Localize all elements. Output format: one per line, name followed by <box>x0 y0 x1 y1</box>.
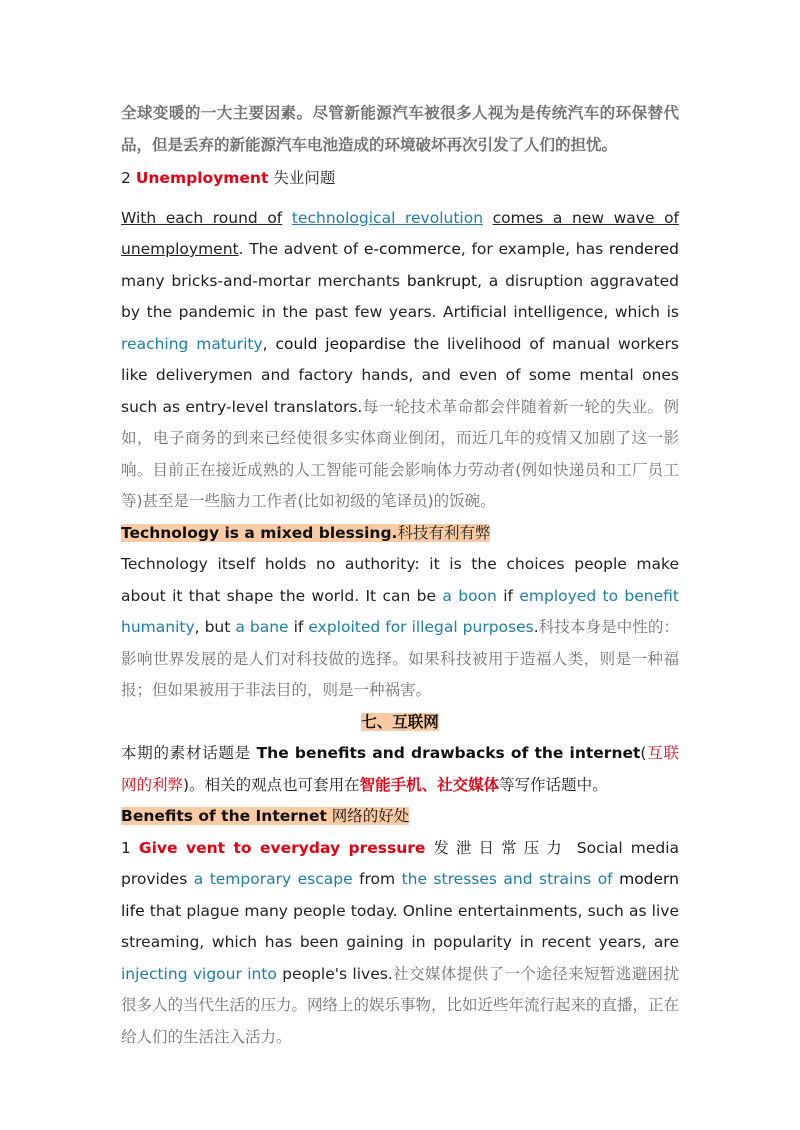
u-text-o: the livelihood of manual workers like deliverymen and factory hands, and even of some mental ones such as entry-level translators. <box>121 334 679 416</box>
m-text-d: employed to benefit humanity <box>121 586 679 636</box>
b-text-d: the stresses and strains of <box>401 870 613 888</box>
benefit-item-1 <box>121 833 679 1054</box>
t-text-e: )。相关的观点也可套用在 <box>183 775 360 794</box>
b-text-b: a temporary escape <box>193 870 353 888</box>
t-text-d: 互联网的利弊 <box>121 744 679 794</box>
unemployment-title-zh: 失业问题 <box>273 169 336 187</box>
u-text-j: , a disruption <box>477 271 584 290</box>
document-content <box>121 98 679 1053</box>
t-text-f: 智能手机、社交媒体 <box>359 775 500 794</box>
t-text-a: 本期的素材话题是 <box>121 744 251 762</box>
intro-text: 全球变暖的一大主要因素。尽管新能源汽车被很多人视为是传统汽车的环保替代品，但是丢弃的新能源汽车电池造成的环境破坏再次引发了人们的担忧。 <box>121 104 679 154</box>
t-text-b: The benefits and drawbacks of the internet <box>256 744 641 762</box>
b-text-g: injecting vigour into <box>121 964 277 983</box>
m-text-e: , but <box>194 618 231 636</box>
intro-paragraph <box>121 98 679 161</box>
b-num: 1 <box>121 838 131 857</box>
benefits-heading <box>121 801 679 833</box>
b-text-e: modern life <box>121 870 679 920</box>
section7-title: 七、互联网 <box>361 712 439 731</box>
u-text-d: . The advent of <box>238 240 359 258</box>
unemployment-number: 2 <box>121 169 131 187</box>
u-text-zh: 每一轮技术革命都会伴随着新一轮的失业。例如，电子商务的到来已经使很多实体商业倒闭，而近几年的疫情又加剧了这一影响。目前正在接近成熟的人工智能可能会影响体力劳动者(例如快递员和工厂员工等)甚至是一些脑力工作者(比如初级的笔译员)的饭碗。 <box>121 397 679 510</box>
mixed-blessing-paragraph <box>121 549 679 707</box>
t-text-c: ( <box>640 744 647 762</box>
mixed-heading-en: Technology is a mixed blessing. <box>121 523 398 542</box>
m-text-c: if <box>503 586 513 605</box>
u-text-k: aggravated by the pandemic in the past few years. Artificial intelligence, which is <box>121 271 679 321</box>
m-text-zh: 科技本身是中性的：影响世界发展的是人们对科技做的选择。如果科技被用于造福人类，则是一种福报；但如果被用于非法目的，则是一种祸害。 <box>121 618 679 699</box>
u-text-g: rendered <box>608 240 680 258</box>
u-text-a: With each round of <box>121 208 283 227</box>
unemployment-paragraph <box>121 203 679 518</box>
u-text-h: many bricks-and-mortar merchants <box>121 271 401 290</box>
mixed-heading-zh: 科技有利有弊 <box>397 523 491 542</box>
b-text-a: Social media provides <box>121 838 680 888</box>
m-text-i: . <box>533 618 539 636</box>
benefits-heading-en: Benefits of the Internet <box>121 807 327 825</box>
b-title-en: Give vent to everyday pressure <box>138 838 426 857</box>
benefits-heading-zh: 网络的好处 <box>331 807 410 825</box>
u-text-m: , <box>262 334 268 353</box>
mixed-blessing-highlight <box>121 524 490 542</box>
m-text-a: Technology itself holds no authority: it is the choices people make about it that shape the world. It can be <box>121 555 679 605</box>
u-text-n: could jeopardise <box>275 334 406 353</box>
u-text-c: comes a new wave of unemployment <box>121 208 680 258</box>
b-title-zh: 发泄日常压力 <box>433 838 569 857</box>
m-text-g: if <box>293 618 304 636</box>
b-text-c: from <box>359 870 396 888</box>
b-text-zh: 社交媒体提供了一个途径来短暂逃避困扰很多人的当代生活的压力。网络上的娱乐事物，比如近些年流行起来的直播，正在给人们的生活注入活力。 <box>121 964 680 1046</box>
m-text-f: a bane <box>235 618 289 636</box>
unemployment-title-en: Unemployment <box>135 169 269 187</box>
section7-heading <box>121 707 679 739</box>
m-text-b: a boon <box>442 586 497 605</box>
u-text-e: e-commerce <box>363 240 461 258</box>
u-text-i: bankrupt <box>406 271 478 290</box>
unemployment-heading <box>121 163 679 195</box>
u-text-b: technological revolution <box>291 208 484 227</box>
b-text-h: people's lives. <box>282 964 393 983</box>
t-text-g: 等写作话题中。 <box>499 775 608 794</box>
benefits-highlight <box>121 807 409 825</box>
b-text-f: that plague many people today. Online entertainments, such as live streaming, which has been gaining in popularity in recent years, are <box>121 901 680 951</box>
mixed-blessing-heading <box>121 518 679 550</box>
u-text-l: reaching maturity <box>121 334 263 353</box>
m-text-h: exploited for illegal purposes <box>308 618 534 636</box>
section7-topic-paragraph <box>121 738 679 801</box>
u-text-f: , for example, has <box>460 240 604 258</box>
